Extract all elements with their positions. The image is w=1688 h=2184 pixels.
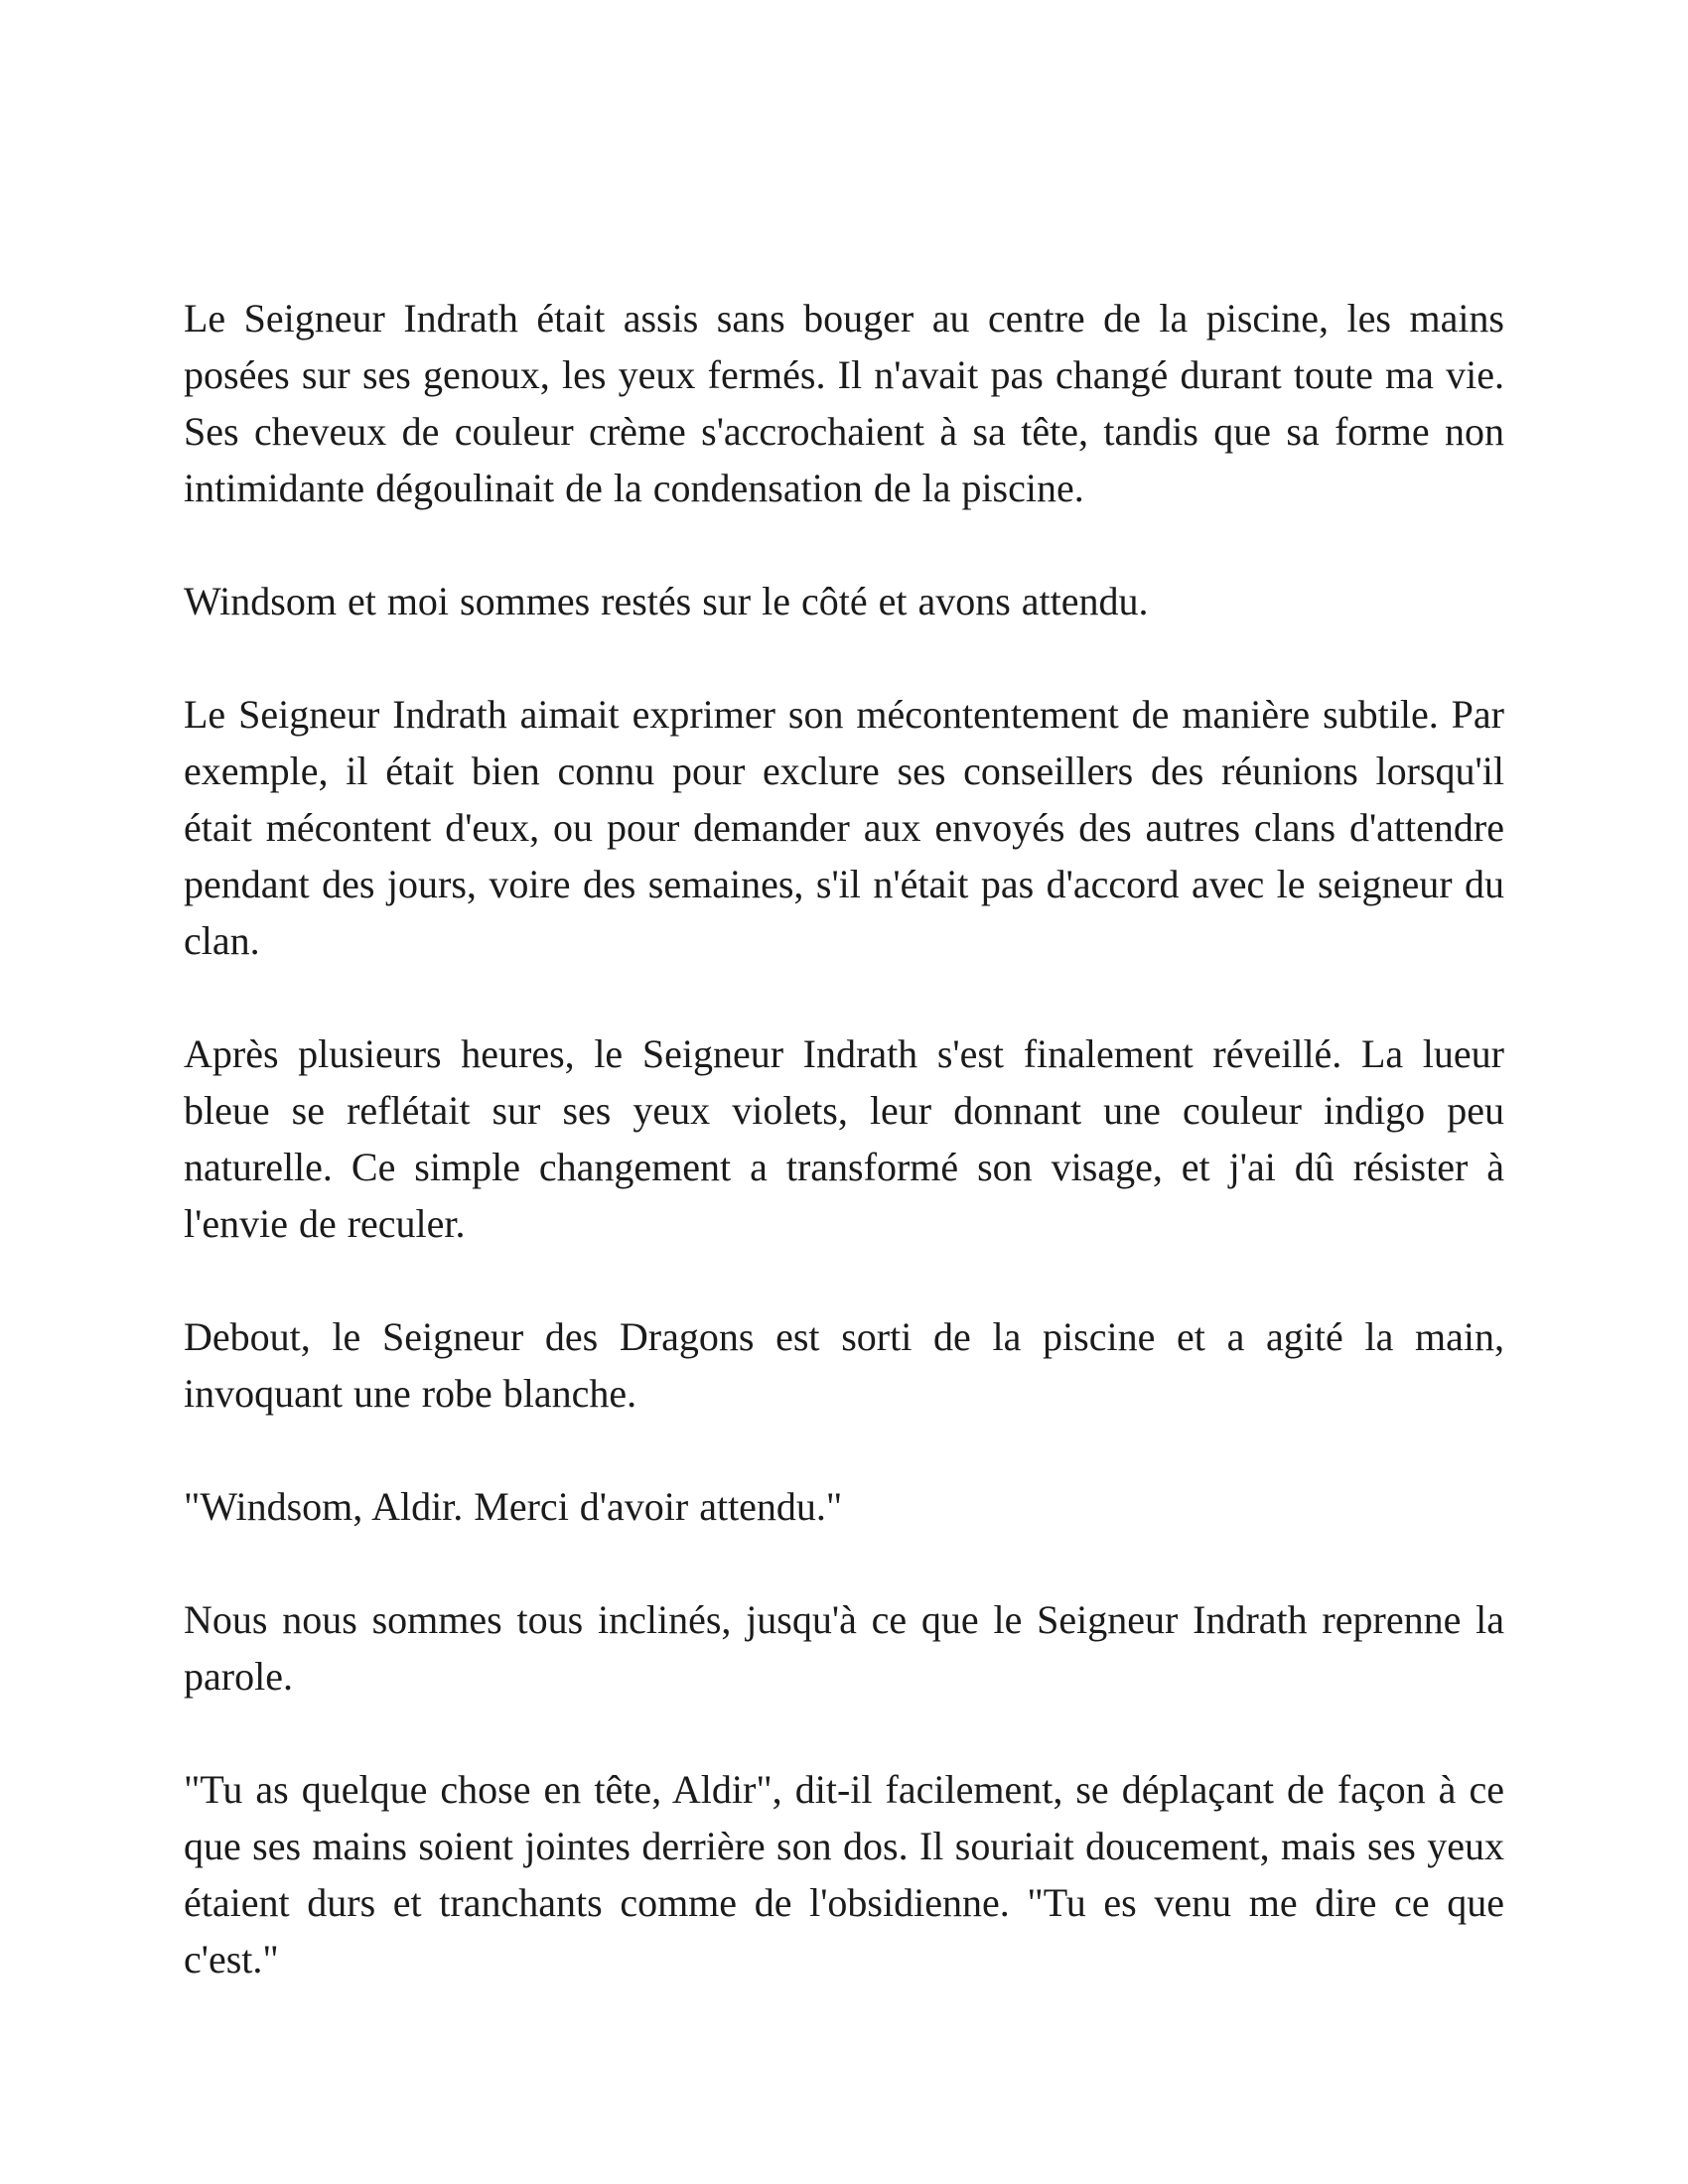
paragraph-windsom-waited: Windsom et moi sommes restés sur le côté et avons attendu. (184, 579, 1149, 623)
paragraph-awakening: Après plusieurs heures, le Seigneur Indrath s'est finalement réveillé. La lueur bleue se reflétait sur ses yeux violets, leur donnant une couleur indigo peu naturelle. Ce simple changement a transformé son visage, et j'ai dû résister à l'envie de reculer. (184, 1031, 1504, 1246)
paragraph-quote-something-on-mind: "Tu as quelque chose en tête, Aldir", dit-il facilement, se déplaçant de façon à ce que ses mains soient jointes derrière son dos. Il souriait doucement, mais ses yeux étaient durs et tranchants comme de l'obsidienne. "Tu es venu me dire ce que c'est." (184, 1767, 1504, 1981)
paragraph-quote-thanks: "Windsom, Aldir. Merci d'avoir attendu." (184, 1484, 843, 1529)
paragraph-lord-indrath-pool: Le Seigneur Indrath était assis sans bouger au centre de la piscine, les mains posées sur ses genoux, les yeux fermés. Il n'avait pas changé durant toute ma vie. Ses cheveux de couleur crème s'accrochaient à sa tête, tandis que sa forme non intimidante dégoulinait de la condensation de la piscine. (184, 296, 1504, 510)
paragraph-bowed: Nous nous sommes tous inclinés, jusqu'à ce que le Seigneur Indrath reprenne la parole. (184, 1597, 1504, 1699)
paragraph-subtle-displeasure: Le Seigneur Indrath aimait exprimer son mécontentement de manière subtile. Par exemple, il était bien connu pour exclure ses conseillers des réunions lorsqu'il était mécontent d'eux, ou pour demander aux envoyés des autres clans d'attendre pendant des jours, voire des semaines, s'il n'était pas d'accord avec le seigneur du clan. (184, 692, 1504, 963)
paragraph-white-robe: Debout, le Seigneur des Dragons est sorti de la piscine et a agité la main, invoquant une robe blanche. (184, 1314, 1504, 1416)
